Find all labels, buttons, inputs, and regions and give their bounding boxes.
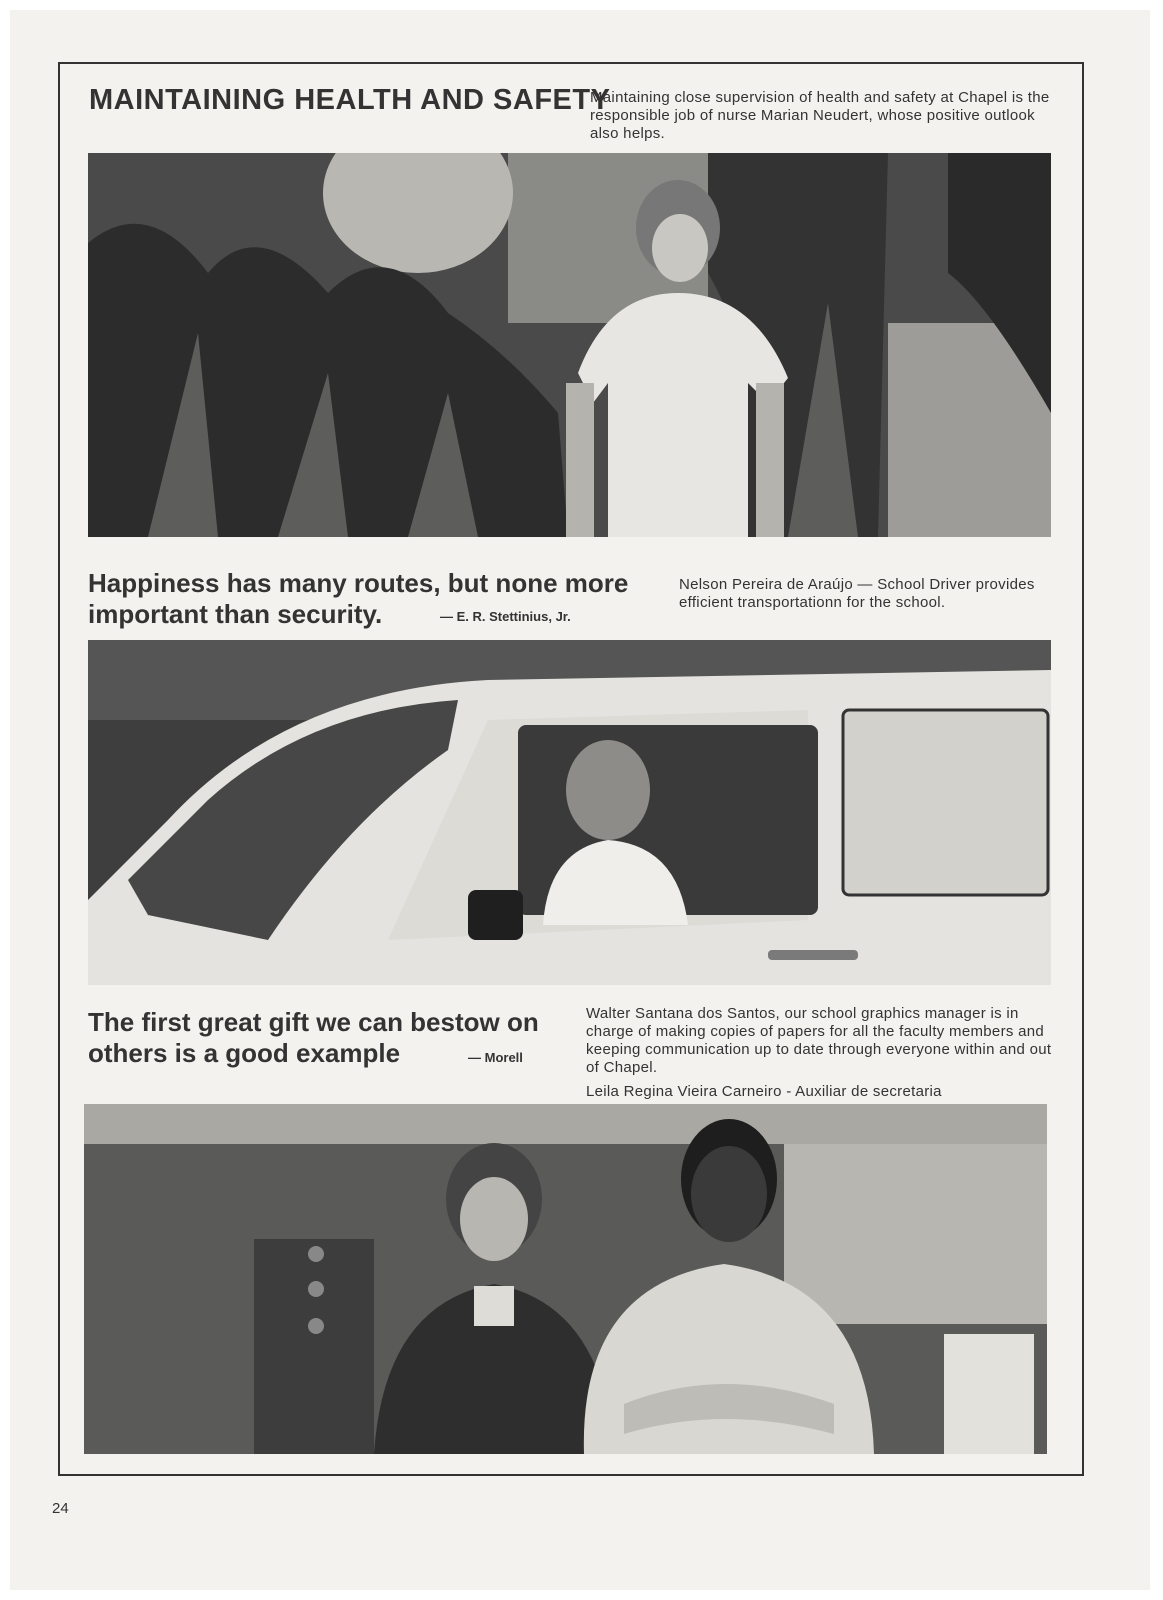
nurse-photo [88,153,1051,537]
example-quote-attribution: — Morell [468,1050,523,1065]
security-quote-attribution: — E. R. Stettinius, Jr. [440,609,571,624]
nurse-caption: Maintaining close supervision of health and safety at Chapel is the responsible job of nurse Marian Neudert, whose positive outlook also helps. [590,89,1050,142]
graphics-caption: Walter Santana dos Santos, our school graphics manager is in charge of making copies of papers for all the faculty members and keeping communication up to date through everyone within and out of Chapel. [586,1005,1052,1076]
page-number: 24 [52,1500,69,1517]
graphics-staff-photo [84,1104,1047,1454]
driver-caption: Nelson Pereira de Araújo — School Driver provides efficient transportationn for the school. [679,576,1035,611]
secretary-caption: Leila Regina Vieira Carneiro - Auxiliar de secretaria [586,1083,942,1100]
security-quote: Happiness has many routes, but none more important than security. [88,568,629,629]
driver-photo [88,640,1051,985]
example-quote: The first great gift we can bestow on others is a good example [88,1007,539,1068]
page-title: MAINTAINING HEALTH AND SAFETY [89,84,611,116]
